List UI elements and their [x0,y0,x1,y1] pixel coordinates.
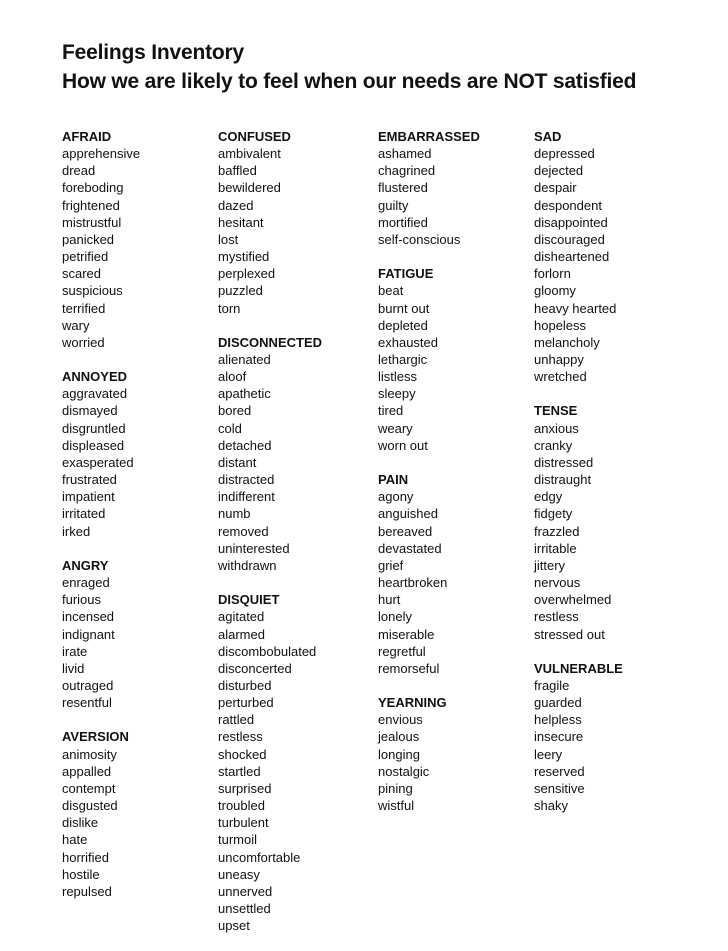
feeling-word: bereaved [378,523,433,539]
feeling-word: turbulent [218,815,269,831]
feeling-word: lost [218,231,239,247]
feeling-word: despondent [534,197,602,213]
feeling-group-angry [62,557,140,711]
feeling-word: grief [378,557,404,573]
feeling-word: ambivalent [218,146,281,162]
feeling-word: depressed [534,146,595,162]
feeling-word: melancholy [534,334,600,350]
feeling-word: agitated [218,609,265,625]
group-heading: SAD [534,129,562,144]
feeling-word: shocked [218,746,267,762]
feeling-group-disquiet [218,591,322,934]
feeling-word: disturbed [218,677,272,693]
feeling-group-disconnected [218,334,322,574]
feeling-word: disconcerted [218,660,292,676]
feeling-word: hostile [62,866,100,882]
feeling-word: cold [218,420,242,436]
feeling-word: worried [62,334,105,350]
feeling-word: envious [378,712,423,728]
feeling-word: irked [62,523,91,539]
group-heading: ANNOYED [62,369,128,385]
feeling-word: despair [534,180,577,196]
feeling-group-embarrassed [378,128,480,248]
feeling-word: miserable [378,626,435,642]
feeling-word: overwhelmed [534,592,612,608]
feeling-word: jealous [378,729,420,745]
column-1 [62,128,140,917]
feeling-word: reserved [534,763,585,779]
feeling-word: contempt [62,780,116,796]
feeling-word: burnt out [378,300,430,316]
feeling-word: mystified [218,249,270,265]
group-heading: PAIN [378,472,409,488]
document-title [62,38,636,96]
feeling-word: irritable [534,540,577,556]
feeling-word: beat [378,283,404,299]
feeling-word: exasperated [62,454,134,470]
feeling-word: disheartened [534,249,610,265]
feeling-word: frustrated [62,472,117,488]
feeling-group-vulnerable [534,660,623,814]
feeling-word: flustered [378,180,428,196]
feeling-word: disappointed [534,214,608,230]
feeling-word: dismayed [62,403,118,419]
feeling-word: apprehensive [62,146,141,162]
feeling-group-confused [218,128,322,317]
feeling-word: withdrawn [218,557,277,573]
feeling-word: disgusted [62,798,118,814]
feeling-word: cranky [534,437,573,453]
feeling-word: dejected [534,163,584,179]
feeling-word: upset [218,918,250,934]
feeling-word: pining [378,780,413,796]
feeling-word: petrified [62,249,109,265]
group-heading: FATIGUE [378,266,434,282]
feeling-word: alienated [218,352,271,368]
feeling-word: guarded [534,695,582,711]
feeling-word: chagrined [378,163,436,179]
feeling-word: devastated [378,540,442,556]
feeling-word: ashamed [378,146,432,162]
feeling-word: leery [534,746,563,762]
feeling-group-annoyed [62,368,140,540]
feeling-word: sleepy [378,386,416,402]
feeling-word: displeased [62,437,125,453]
feeling-word: impatient [62,489,115,505]
feeling-word: perplexed [218,266,276,282]
feeling-word: exhausted [378,334,438,350]
feeling-word: fragile [534,677,570,693]
feeling-word: indignant [62,626,115,642]
feeling-word: distant [218,454,257,470]
feeling-word: hopeless [534,317,587,333]
feeling-word: discouraged [534,231,605,247]
feeling-word: aggravated [62,386,128,402]
feeling-word: removed [218,523,269,539]
feeling-word: horrified [62,849,109,865]
feeling-word: guilty [378,197,409,213]
feeling-word: indifferent [218,489,275,505]
column-4 [534,128,623,831]
column-3 [378,128,480,831]
feeling-word: troubled [218,798,265,814]
feeling-word: outraged [62,677,114,693]
feeling-word: disgruntled [62,420,126,436]
feeling-word: weary [378,420,413,436]
feeling-word: frightened [62,197,120,213]
feeling-word: heartbroken [378,575,448,591]
feeling-word: incensed [62,609,115,625]
feeling-word: hate [62,832,88,848]
group-heading: ANGRY [62,557,109,573]
feeling-word: foreboding [62,180,124,196]
feeling-word: resentful [62,695,112,711]
feeling-word: nervous [534,575,581,591]
feeling-word: livid [62,660,85,676]
feeling-word: uneasy [218,866,260,882]
feeling-word: heavy hearted [534,300,617,316]
feeling-word: dazed [218,197,254,213]
feeling-word: dislike [62,815,99,831]
feeling-word: bewildered [218,180,281,196]
feeling-word: mortified [378,214,428,230]
feeling-word: sensitive [534,780,585,796]
feeling-word: turmoil [218,832,258,848]
feeling-word: wretched [534,369,587,385]
feeling-word: helpless [534,712,582,728]
feeling-word: baffled [218,163,257,179]
feeling-word: enraged [62,575,110,591]
feeling-word: listless [378,369,418,385]
feeling-word: distraught [534,472,592,488]
feeling-word: aloof [218,369,247,385]
feeling-word: unsettled [218,901,271,916]
feeling-word: dread [62,163,96,179]
feeling-word: distracted [218,472,275,488]
feeling-word: insecure [534,729,584,745]
feeling-word: puzzled [218,283,263,299]
group-heading: DISQUIET [218,592,280,608]
feeling-word: numb [218,506,251,522]
feeling-word: fidgety [534,506,573,522]
feeling-word: uncomfortable [218,849,301,865]
feeling-word: discombobulated [218,643,317,659]
feeling-word: restless [218,729,263,745]
feeling-word: jittery [534,557,566,573]
feeling-word: forlorn [534,266,571,282]
feeling-word: restless [534,609,579,625]
feeling-word: lonely [378,609,412,625]
feeling-group-afraid [62,128,140,351]
feeling-word: scared [62,266,102,282]
feeling-group-yearning [378,694,480,814]
feeling-word: distressed [534,454,594,470]
feeling-word: perturbed [218,695,274,711]
feeling-word: wistful [378,798,415,814]
feeling-word: depleted [378,317,428,333]
group-heading: TENSE [534,403,578,419]
feeling-word: worn out [378,437,428,453]
feeling-word: shaky [534,798,568,814]
feeling-word: longing [378,746,420,762]
feeling-word: irate [62,643,88,659]
group-heading: VULNERABLE [534,660,623,676]
feeling-word: torn [218,300,241,316]
title-line-2: How we are likely to feel when our needs are NOT satisfied [62,70,637,93]
feeling-word: remorseful [378,660,440,676]
feeling-word: stressed out [534,626,605,642]
feeling-word: gloomy [534,283,576,299]
feeling-word: lethargic [378,352,428,368]
feeling-group-fatigue [378,265,480,454]
feeling-word: unhappy [534,352,584,368]
feeling-word: frazzled [534,523,580,539]
feeling-word: animosity [62,746,117,762]
feeling-word: agony [378,489,414,505]
group-heading: CONFUSED [218,129,291,144]
feeling-word: wary [62,317,90,333]
feeling-word: unnerved [218,883,273,899]
feeling-word: alarmed [218,626,265,642]
feeling-word: terrified [62,300,106,316]
feeling-word: rattled [218,712,255,728]
feeling-group-sad [534,128,623,385]
group-heading: YEARNING [378,695,447,711]
feeling-word: mistrustful [62,214,122,230]
feeling-word: detached [218,437,272,453]
feeling-word: suspicious [62,283,123,299]
feeling-word: irritated [62,506,106,522]
feeling-word: surprised [218,780,272,796]
feeling-word: apathetic [218,386,271,402]
feeling-word: startled [218,763,261,779]
group-heading: AFRAID [62,129,112,144]
feeling-word: self-conscious [378,231,461,247]
feeling-word: bored [218,403,252,419]
feeling-word: anguished [378,506,438,522]
group-heading: EMBARRASSED [378,129,480,144]
feeling-word: nostalgic [378,763,430,779]
feeling-group-pain [378,471,480,677]
feeling-word: uninterested [218,540,290,556]
feeling-group-aversion [62,728,140,900]
feeling-word: edgy [534,489,563,505]
feeling-group-tense [534,402,623,642]
column-2 [218,128,322,951]
group-heading: AVERSION [62,729,129,745]
feeling-word: appalled [62,763,112,779]
feeling-word: hurt [378,592,401,608]
feeling-word: anxious [534,420,579,436]
feeling-word: repulsed [62,883,112,899]
group-heading: DISCONNECTED [218,334,323,350]
feeling-word: regretful [378,643,426,659]
feeling-word: panicked [62,231,115,247]
feeling-word: furious [62,592,102,608]
feeling-word: tired [378,403,404,419]
title-line-1: Feelings Inventory [62,41,244,64]
feeling-word: hesitant [218,214,264,230]
